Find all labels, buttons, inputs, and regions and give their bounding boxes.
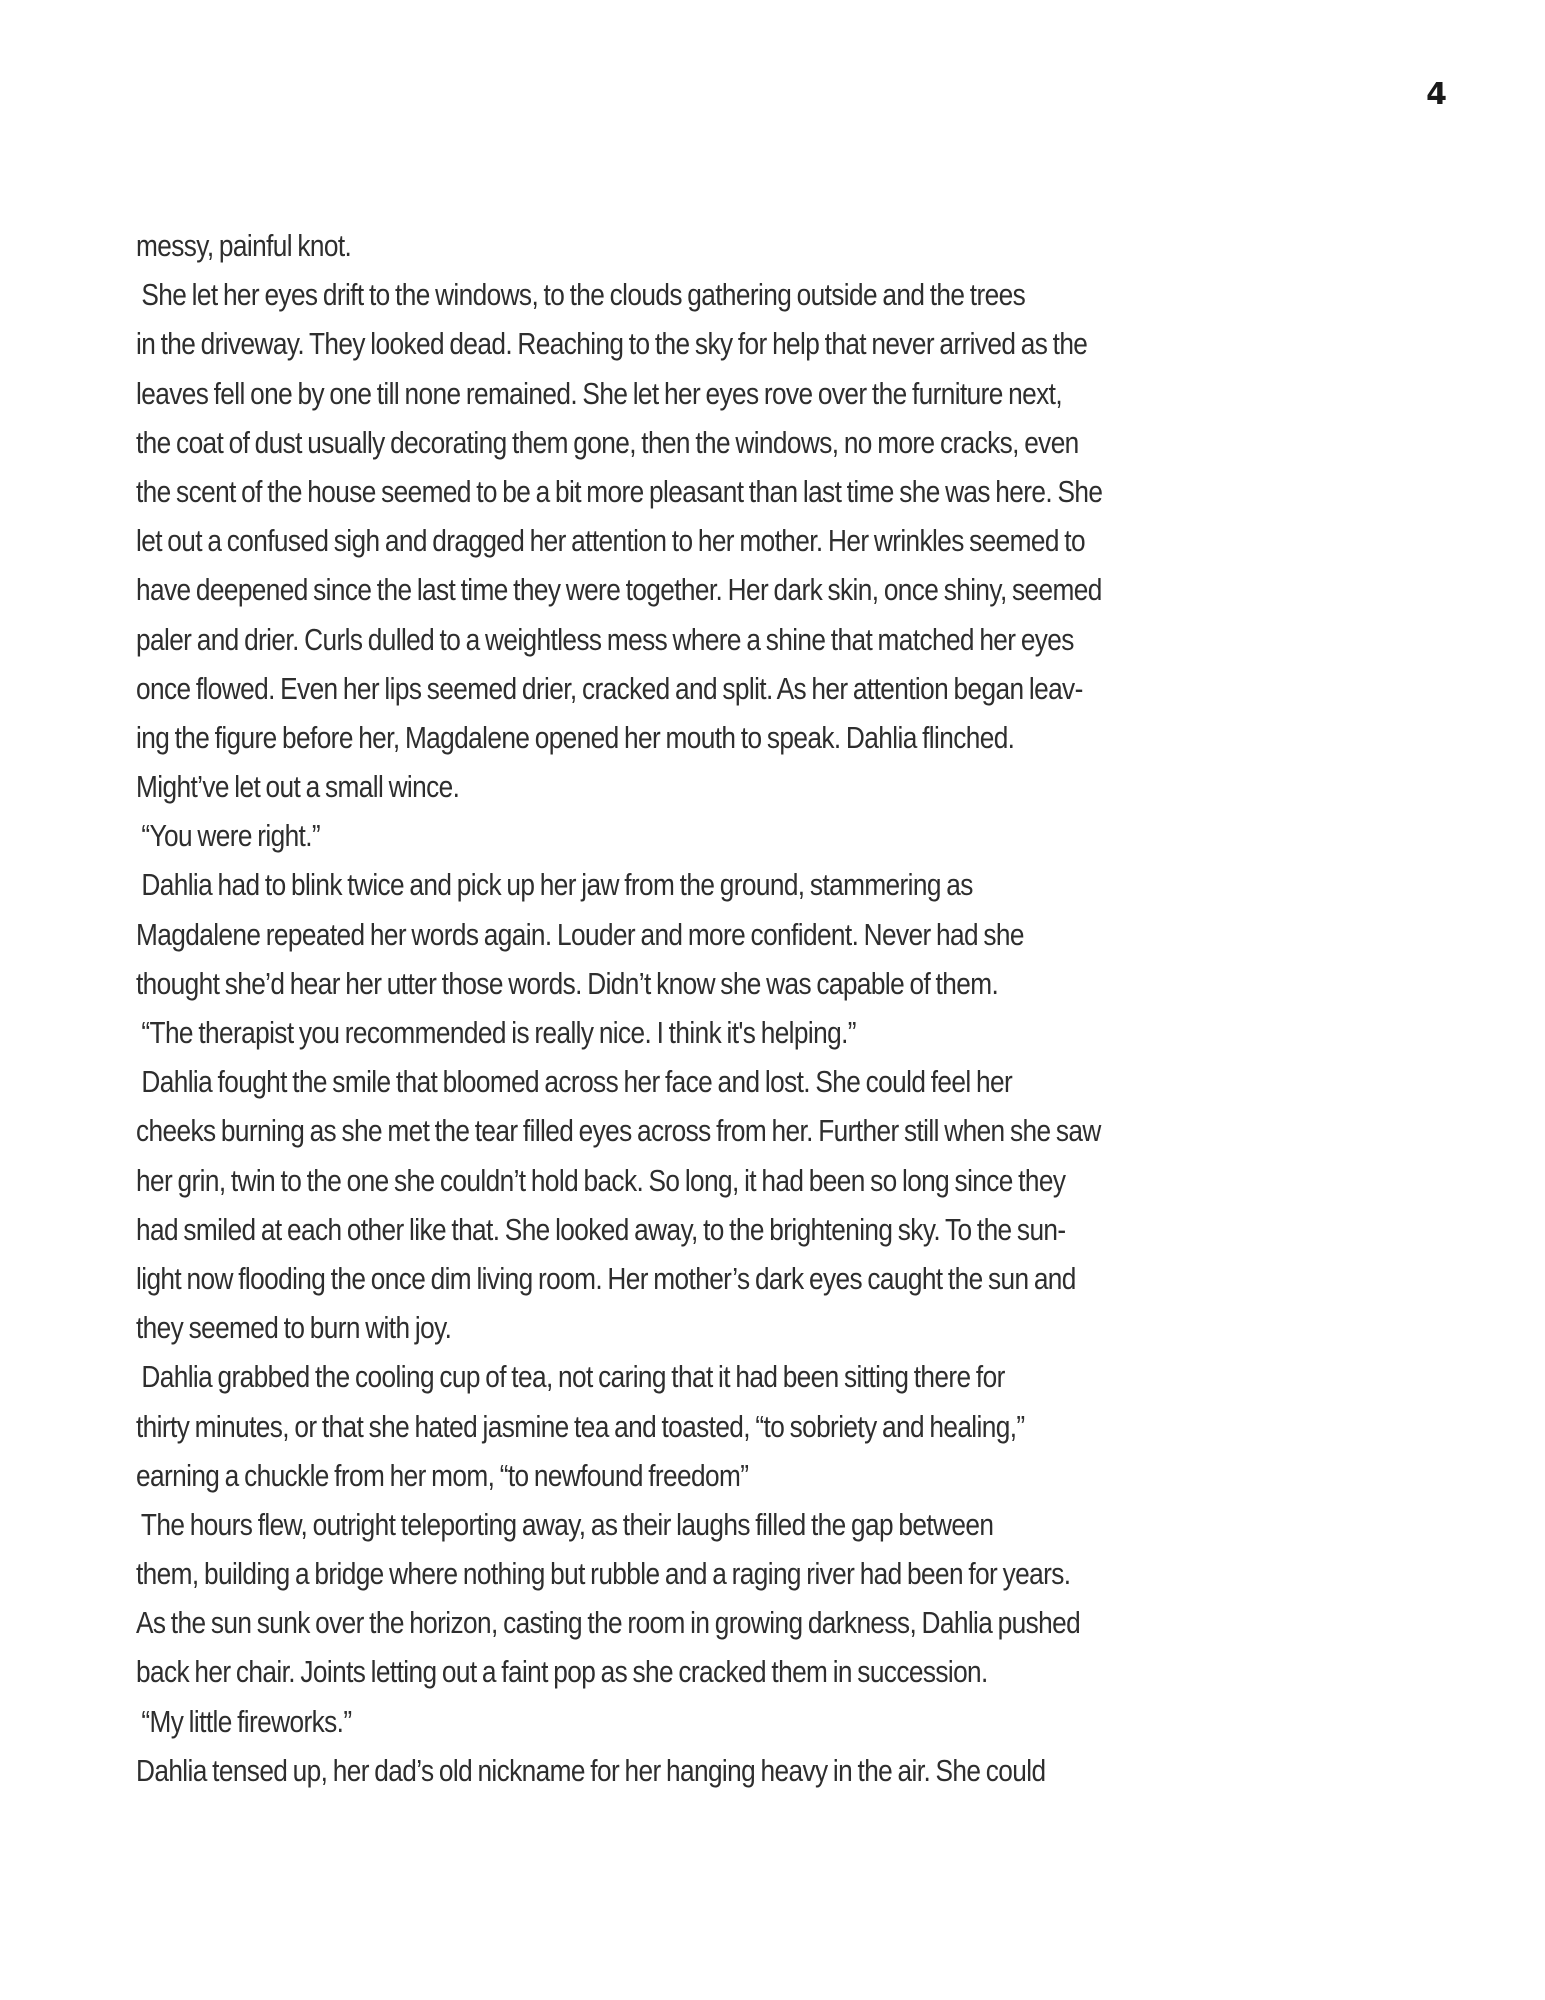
text-line: paler and drier. Curls dulled to a weightless mess where a shine that matched her eyes (136, 622, 1074, 657)
body-text (136, 222, 1254, 1796)
text-line: they seemed to burn with joy. (136, 1311, 452, 1346)
text-line: had smiled at each other like that. She looked away, to the brightening sky. To the sun- (136, 1212, 1066, 1247)
text-line: in the driveway. They looked dead. Reaching to the sky for help that never arrived as the (136, 327, 1088, 362)
text-line: have deepened since the last time they were together. Her dark skin, once shiny, seemed (136, 573, 1102, 608)
text-line: the coat of dust usually decorating them gone, then the windows, no more cracks, even (136, 425, 1079, 460)
text-line: Dahlia tensed up, her dad’s old nickname for her hanging heavy in the air. She could (136, 1753, 1046, 1788)
text-line: the scent of the house seemed to be a bit more pleasant than last time she was here. She (136, 474, 1103, 509)
text-line: The hours flew, outright teleporting away, as their laughs filled the gap between (136, 1507, 994, 1542)
text-line: thought she’d hear her utter those words. Didn’t know she was capable of them. (136, 966, 999, 1001)
text-line: thirty minutes, or that she hated jasmine tea and toasted, “to sobriety and healing,” (136, 1409, 1025, 1444)
text-line: “You were right.” (136, 819, 321, 854)
text-line: back her chair. Joints letting out a faint pop as she cracked them in succession. (136, 1655, 988, 1690)
text-line: “My little fireworks.” (136, 1704, 352, 1739)
page-number: 4 (1426, 77, 1447, 112)
text-line: She let her eyes drift to the windows, to the clouds gathering outside and the trees (136, 278, 1026, 313)
text-line: Magdalene repeated her words again. Louder and more confident. Never had she (136, 917, 1024, 952)
text-line: cheeks burning as she met the tear filled eyes across from her. Further still when she saw (136, 1114, 1101, 1149)
text-line: As the sun sunk over the horizon, casting the room in growing darkness, Dahlia pushed (136, 1606, 1081, 1641)
text-line: them, building a bridge where nothing but rubble and a raging river had been for years. (136, 1557, 1071, 1592)
text-line: Dahlia fought the smile that bloomed across her face and lost. She could feel her (136, 1065, 1013, 1100)
text-line: Might’ve let out a small wince. (136, 770, 460, 805)
text-line: ing the figure before her, Magdalene opened her mouth to speak. Dahlia flinched. (136, 720, 1015, 755)
text-line: light now flooding the once dim living room. Her mother’s dark eyes caught the sun and (136, 1261, 1076, 1296)
text-line: earning a chuckle from her mom, “to newfound freedom” (136, 1458, 749, 1493)
text-line: “The therapist you recommended is really nice. I think it's helping.” (136, 1016, 856, 1050)
text-line: messy, painful knot. (136, 229, 352, 263)
text-line: once flowed. Even her lips seemed drier, cracked and split. As her attention began leav- (136, 671, 1083, 706)
text-line: leaves fell one by one till none remained. She let her eyes rove over the furniture next, (136, 376, 1063, 411)
text-line: Dahlia had to blink twice and pick up her jaw from the ground, stammering as (136, 868, 973, 903)
text-line: Dahlia grabbed the cooling cup of tea, not caring that it had been sitting there for (136, 1360, 1005, 1395)
text-line: let out a confused sigh and dragged her attention to her mother. Her wrinkles seemed to (136, 524, 1085, 559)
text-line: her grin, twin to the one she couldn’t hold back. So long, it had been so long since they (136, 1163, 1066, 1198)
